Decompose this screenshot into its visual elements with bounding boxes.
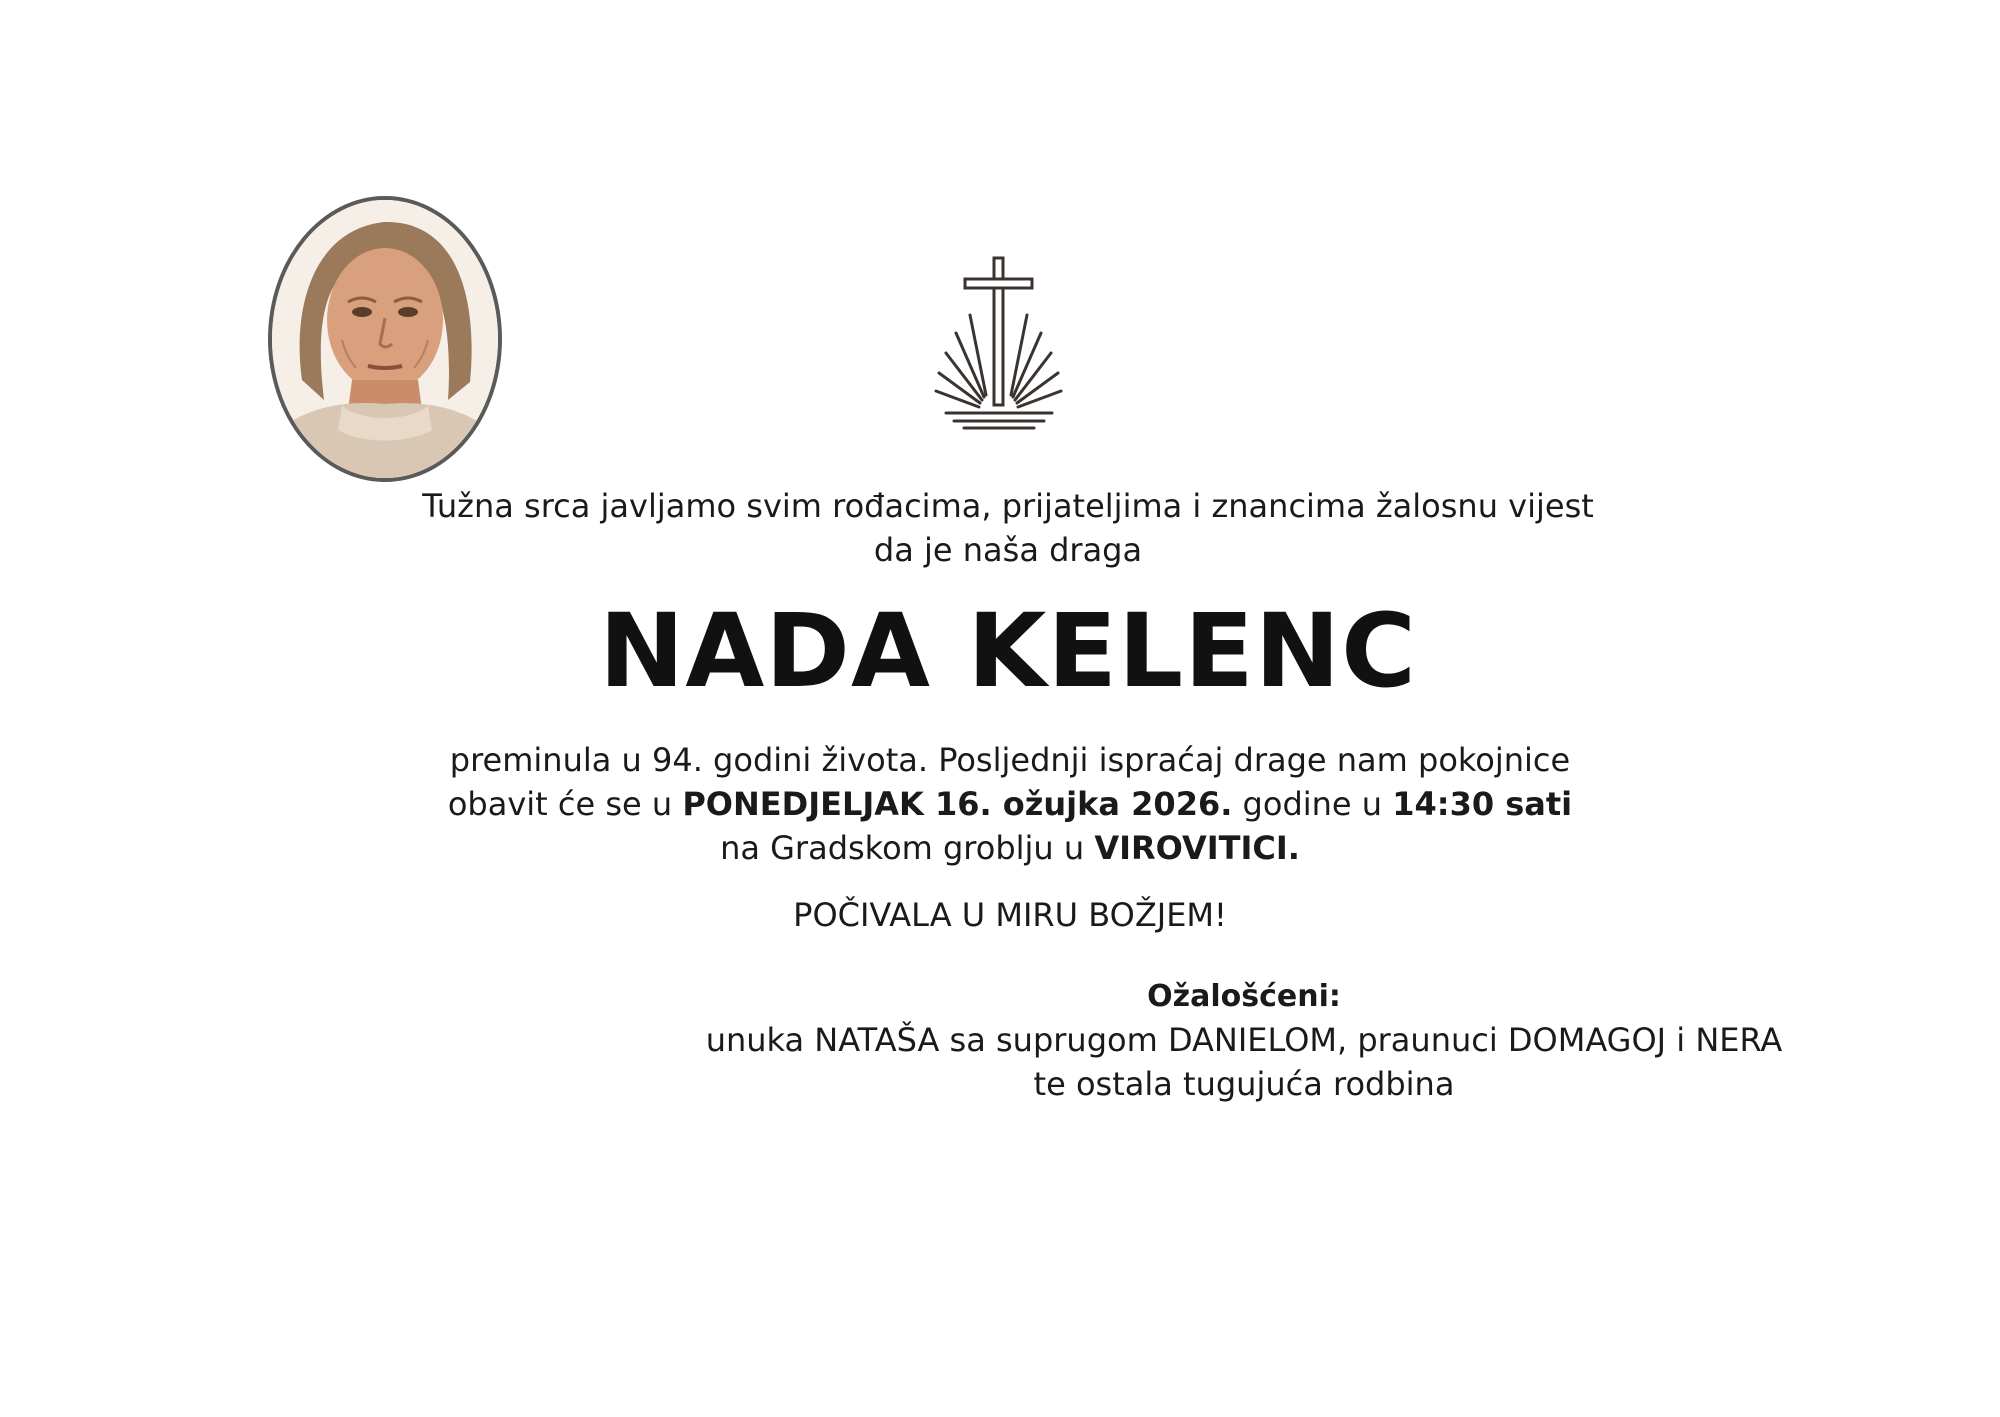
announcement-line-2-mid: godine u	[1232, 785, 1393, 823]
announcement-line-2-pre: obavit će se u	[447, 785, 683, 823]
mourners-line-1: unuka NATAŠA sa suprugom DANIELOM, praunuci DOMAGOJ i NERA	[705, 1021, 1783, 1059]
intro-line-1: Tužna srca javljamo svim rođacima, prijateljima i znancima žalosnu vijest	[422, 487, 1594, 525]
announcement-line-1: preminula u 94. godini života. Posljednji ispraćaj drage nam pokojnice	[449, 741, 1571, 779]
announcement-line-2	[10, 782, 2000, 826]
announcement-line-3-pre: na Gradskom groblju u	[720, 829, 1095, 867]
portrait-photo	[268, 196, 502, 482]
rest-in-peace-text: POČIVALA U MIRU BOŽJEM!	[793, 896, 1227, 934]
cross-sunrise-emblem-icon	[934, 255, 1064, 430]
announcement-line-3	[10, 826, 2000, 870]
deceased-name: NADA KELENC	[598, 592, 1418, 711]
mourners-line-2: te ostala tugujuća rodbina	[1033, 1065, 1455, 1103]
funeral-place: VIROVITICI.	[1094, 829, 1300, 867]
mourners-title: Ožalošćeni:	[1147, 979, 1341, 1014]
funeral-date: PONEDJELJAK 16. ožujka 2026.	[682, 785, 1233, 823]
intro-line-2: da je naša draga	[873, 531, 1143, 569]
funeral-time: 14:30 sati	[1392, 785, 1573, 823]
